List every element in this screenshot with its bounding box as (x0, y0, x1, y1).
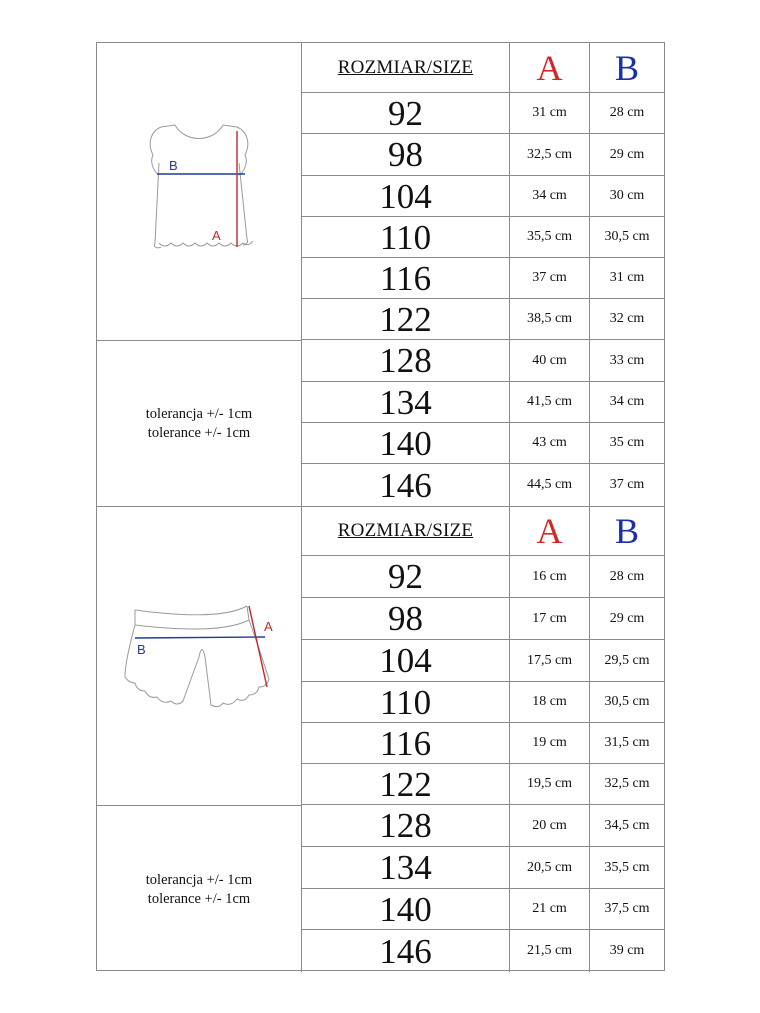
shorts-tolerance-cell (97, 805, 301, 973)
size-value: 92 (388, 93, 423, 133)
measure-a: 38,5 cm (526, 311, 573, 326)
measure-a: 20 cm (532, 817, 567, 833)
measure-a: 20,5 cm (526, 859, 573, 875)
table-header (302, 43, 664, 93)
tolerance-en: tolerance +/- 1cm (147, 890, 251, 907)
table-row (302, 464, 664, 506)
size-header: ROZMIAR/SIZE (337, 520, 474, 541)
size-value: 146 (379, 465, 432, 505)
measure-b: 31 cm (609, 270, 645, 285)
size-value: 116 (379, 258, 432, 298)
measure-a: 21 cm (532, 901, 567, 916)
measure-a: 19,5 cm (526, 776, 573, 791)
diagram-label-b: B (137, 642, 146, 657)
measure-a: 34 cm (532, 188, 567, 203)
table-row (302, 176, 664, 217)
diagram-label-a: A (212, 228, 221, 243)
size-value: 110 (379, 217, 432, 257)
measure-a: 44,5 cm (526, 477, 573, 492)
measure-a: 17,5 cm (526, 652, 573, 668)
table-row (302, 723, 664, 764)
tolerance-pl: tolerancja +/- 1cm (145, 406, 253, 422)
table-row (302, 640, 664, 682)
size-header: ROZMIAR/SIZE (337, 56, 474, 78)
measure-a: 32,5 cm (526, 146, 573, 162)
column-a-header: A (536, 511, 563, 551)
table-row (302, 847, 664, 889)
shorts-icon (97, 507, 301, 805)
measure-b: 35,5 cm (604, 859, 650, 875)
shorts-diagram-cell (97, 507, 301, 805)
measure-b: 31,5 cm (604, 735, 650, 750)
table-row (302, 682, 664, 723)
size-value: 92 (388, 557, 423, 596)
size-value: 146 (379, 931, 432, 971)
measure-b: 30 cm (609, 188, 645, 203)
measure-b: 34 cm (609, 394, 645, 409)
top-icon (97, 43, 301, 340)
table-row (302, 805, 664, 847)
table-row (302, 217, 664, 258)
measure-b: 35 cm (609, 435, 645, 450)
table-row (302, 134, 664, 176)
table-header (302, 507, 664, 556)
measure-b: 37,5 cm (604, 901, 650, 916)
size-value: 122 (379, 299, 432, 339)
measure-b: 33 cm (609, 352, 645, 368)
tolerance-pl: tolerancja +/- 1cm (145, 871, 253, 888)
measure-b: 29 cm (609, 610, 645, 626)
size-value: 116 (379, 723, 432, 763)
table-row (302, 93, 664, 134)
size-value: 134 (379, 382, 432, 422)
size-value: 140 (379, 889, 432, 929)
column-a-header: A (536, 47, 563, 88)
diagram-label-b: B (169, 158, 178, 173)
table-row (302, 889, 664, 930)
measure-a: 31 cm (532, 105, 567, 120)
column-b-header: B (614, 47, 639, 88)
size-value: 134 (379, 848, 432, 887)
measure-b: 32,5 cm (604, 776, 650, 791)
column-b-header: B (614, 511, 639, 551)
size-value: 104 (379, 641, 432, 680)
measure-a: 35,5 cm (526, 229, 573, 244)
shorts-left-column (97, 507, 302, 972)
table-row (302, 382, 664, 423)
measure-a: 18 cm (532, 694, 567, 709)
top-tolerance-cell (97, 340, 301, 507)
tolerance-en: tolerance +/- 1cm (147, 425, 251, 441)
table-row (302, 423, 664, 464)
top-size-section (97, 43, 664, 506)
measure-b: 34,5 cm (604, 817, 650, 833)
top-diagram-cell (97, 43, 301, 340)
measure-b: 39 cm (609, 943, 645, 958)
measure-b: 30,5 cm (604, 229, 650, 244)
measure-b: 37 cm (609, 477, 645, 492)
table-row (302, 930, 664, 972)
measure-b: 29,5 cm (604, 652, 650, 668)
measure-a: 37 cm (532, 270, 567, 285)
size-value: 122 (379, 764, 432, 804)
table-row (302, 598, 664, 640)
measure-a: 43 cm (532, 435, 567, 450)
size-value: 104 (379, 176, 432, 216)
top-left-column (97, 43, 302, 506)
size-value: 110 (379, 682, 432, 722)
measure-b: 30,5 cm (604, 694, 650, 709)
table-row (302, 340, 664, 382)
table-row (302, 258, 664, 299)
size-value: 98 (388, 599, 423, 638)
table-row (302, 764, 664, 805)
size-value: 98 (388, 135, 423, 174)
measure-a: 19 cm (532, 735, 567, 750)
measure-b: 32 cm (609, 311, 645, 326)
shorts-size-section (97, 506, 664, 972)
size-value: 128 (379, 341, 432, 380)
measure-a: 40 cm (532, 352, 567, 368)
measure-a: 16 cm (532, 568, 567, 584)
size-value: 140 (379, 423, 432, 463)
measure-a: 17 cm (532, 610, 567, 626)
table-row (302, 299, 664, 340)
measure-b: 28 cm (609, 568, 645, 584)
size-chart-sheet (96, 42, 665, 971)
diagram-label-a: A (264, 619, 273, 634)
measure-b: 29 cm (609, 146, 645, 162)
size-value: 128 (379, 806, 432, 845)
measure-b: 28 cm (609, 105, 645, 120)
measure-a: 41,5 cm (526, 394, 573, 409)
measure-a: 21,5 cm (526, 943, 573, 958)
table-row (302, 556, 664, 598)
